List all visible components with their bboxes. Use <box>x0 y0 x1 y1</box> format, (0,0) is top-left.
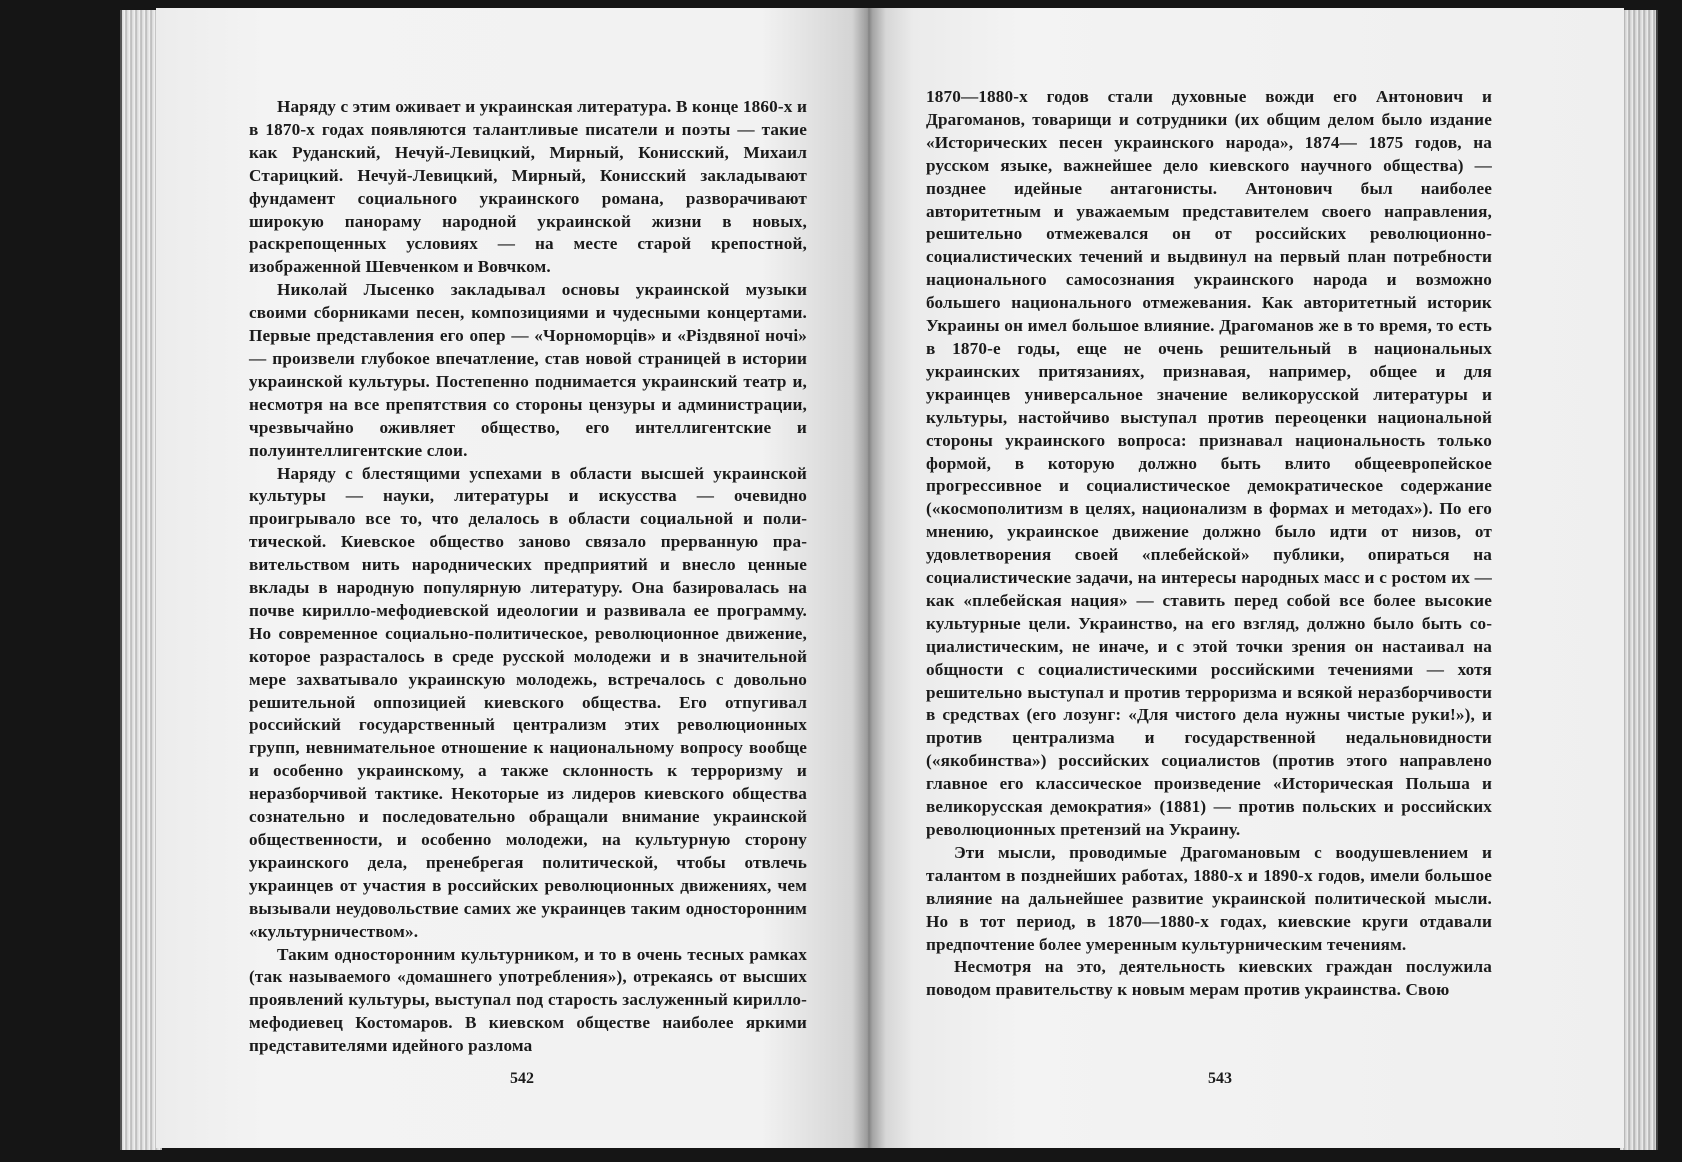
paragraph: Наряду с этим оживает и украинская литература. В конце 1860-х и в 1870-х годах появляются талантливые писатели и поэты — такие как Руданский, Нечуй-Левицкий, Мирный, Конисский, Михаил Старицкий. Нечуй-Левицкий, Мирный, Конисский закладывают фундамент социального украинского романа, разворачивают широкую панораму народной украинской жизни в новых, раскрепощенных условиях — на месте старой крепостной, изображенной Шевченком и Вовчком. <box>249 97 807 277</box>
page-stack-right <box>1620 10 1658 1150</box>
paragraph: Наряду с блестящими успехами в области высшей украинской культуры — науки, литературы и искусства — очевидно проигрывало все то, что делалось в области социальной и политической. Киевское общество заново связало прерванную правительством нить народнических предприятий и внесло ценные вклады в народную популярную литературу. Она базировалась на почве кирилло-мефодиевской идеологии и развивала ее программу. Но современное социально-политическое, революционное движение, которое разрасталось в среде русской молодежи и в значительной мере захватывало украинскую молодежь, встречалось с довольно решительной оппозицией киевского общества. Его отпугивал российский государственный централизм этих революционных групп, невнимательное отношение к национальному вопросу вообще и особенно украинскому, а также склонность к терроризму и неразборчивой тактике. Некоторые из лидеров киевского общества сознательно и последовательно обращали внимание украинской общественности, и особенно молодежи, на культурную сторону украинского дела, пренебрегая политической, чтобы отвлечь украинцев от участия в российских революционных движениях, чем вызывали неудовольствие самих же украинцев таким односторонним «культурничеством». <box>249 463 807 941</box>
paragraph: 1870—1880-х годов стали духовные вожди его Антонович и Драгоманов, товарищи и сотрудники (их общим делом было издание «Исторических песен украинского народа», 1874— 1875 годов, на русском языке, важнейшее дело киевского научного общества) — позднее идейные антагонисты. Антонович был наиболее авторитетным и уважаемым представителем своего направления, решительно отмежевался он от российских революционно-социалистических течений и выдвинул на первый план потребности национального самосознания украинского народа и возможно большего национального отмежевания. Как авторитетный историк Украины он имел большое влияние. Драгоманов же в то время, то есть в 1870-е годы, еще не очень решительный в национальных украинских притязаниях, признавая, например, общее и для украинцев универсальное значение великорусской литературы и культуры, настойчиво выступал против переоценки национальной стороны украинского вопроса: признавал национальность только формой, в которую должно быть влито общеевропейское прогрессивное и социалистическое демократическое содержание («космополитизм в целях, национализм в формах и методах»). По его мнению, украинское движение должно было идти от низов, от удовлетворения своей «плебейской» публики, опираться на социалистические задачи, на интересы народных масс и с ростом их — как «плебейская нация» — ставить перед собой все более высокие культурные цели. Украинство, на его взгляд, должно было быть социалистическим, не иначе, и с этой точки зрения он настаивал на общности с социалистическими российскими течениями — хотя решительно выступал и против терроризма и всякой неразборчивости в средствах (его лозунг: «Для чистого дела нужны чистые руки!»), и против централизма и государственной недальновидности («якобинства») российских социалистов (против этого направлено главное его классическое произведение «Историческая Польша и великорусская демократия» (1881) — против польских и российских революционных претензий на Украину. <box>926 87 1492 839</box>
left-page <box>156 8 868 1148</box>
page-number: 543 <box>1208 1070 1232 1087</box>
page-number: 542 <box>510 1070 534 1087</box>
right-page <box>868 8 1624 1148</box>
paragraph: Эти мысли, проводимые Драгомановым с воодушевлением и талантом в позднейших работах, 1880-х и 1890-х годов, имели большое влияние на дальнейшее развитие украинской политической мысли. Но в тот период, в 1870—1880-х годах, киевские круги отдавали предпочтение более умеренным культурническим течениям. <box>926 842 1492 954</box>
paragraph: Таким односторонним культурником, и то в очень тесных рамках (так называемого «домашнего употребления»), отрекаясь от высших проявлений культуры, выступал под старость заслуженный кирилло-мефодиевец Костомаров. В киевском обществе наиболее яркими представителями идейного разлома <box>249 944 807 1056</box>
paragraph: Несмотря на это, деятельность киевских граждан послужила поводом правительству к новым мерам против украинства. Свою <box>926 957 1492 1000</box>
paragraph: Николай Лысенко закладывал основы украинской музыки своими сборниками песен, композициями и чудесными концертами. Первые представления его опер — «Чорноморців» и «Різдвяної ночі» — произвели глубокое впечатление, став новой страницей в истории украинской культуры. Постепенно поднимается украинский театр и, несмотря на все препятствия со стороны цензуры и администрации, чрезвычайно оживляет общество, его интеллигентские и полуинтеллигентские слои. <box>249 280 807 460</box>
left-page-text <box>249 96 807 1058</box>
right-page-text <box>926 86 1492 1002</box>
